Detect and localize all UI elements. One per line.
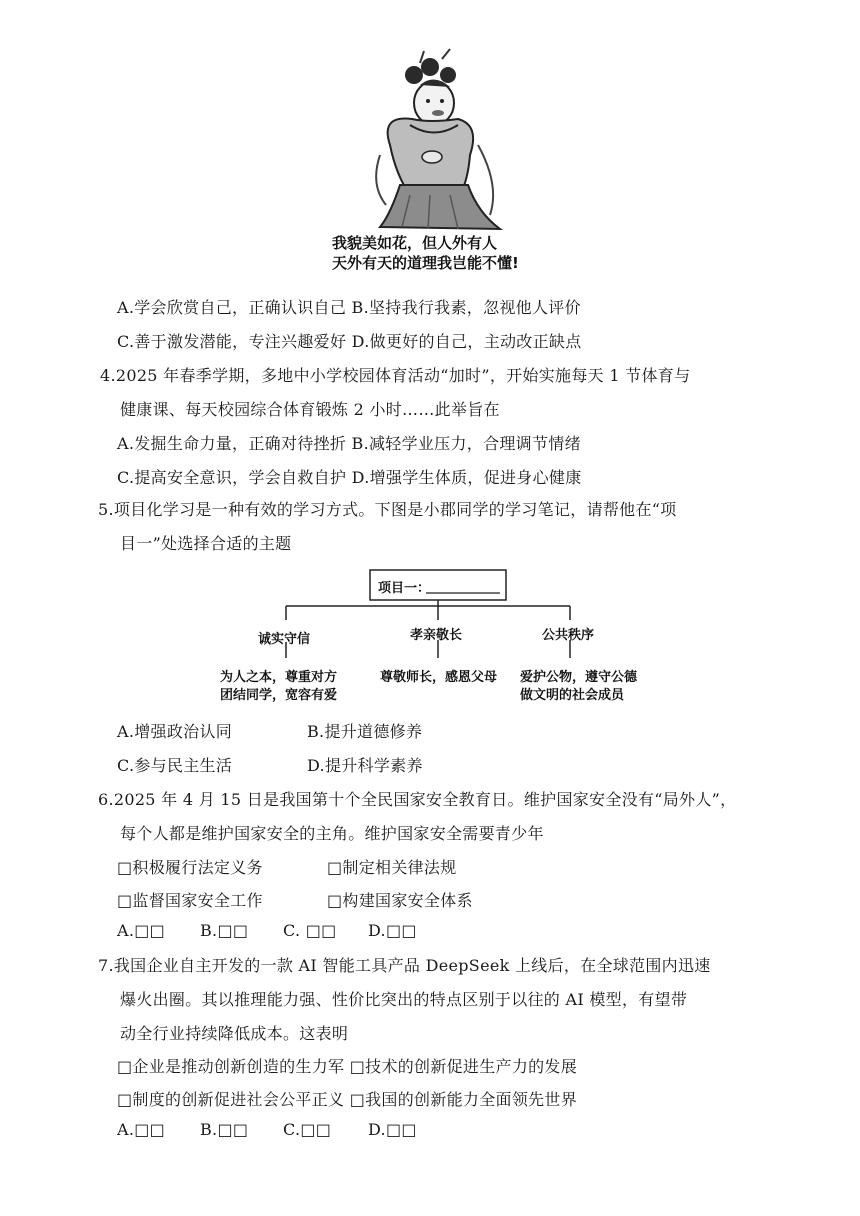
q7-items-line1: □企业是推动创新创造的生力军 □技术的创新促进生产力的发展 (117, 1057, 578, 1076)
q5-stem-line2: 目一”处选择合适的主题 (120, 534, 292, 553)
q7-option-c: C.□□ (283, 1120, 332, 1139)
q4-stem-line2: 健康课、每天校园综合体育锻炼 2 小时……此举旨在 (120, 400, 500, 419)
q5-option-a: A.增强政治认同 (117, 722, 233, 741)
diagram-branch-1-title: 诚实守信 (258, 632, 311, 647)
q6-stem-line1: 6.2025 年 4 月 15 日是我国第十个全民国家安全教育日。维护国家安全没有“局外人”， (98, 790, 737, 809)
q6-item-4: □构建国家安全体系 (327, 891, 473, 910)
q6-option-a: A.□□ (117, 921, 166, 940)
q6-option-b: B.□□ (200, 921, 249, 940)
q6-stem-line2: 每个人都是维护国家安全的主角。维护国家安全需要青少年 (120, 824, 544, 843)
diagram-branch-2-detail1: 尊敬师长，感恩父母 (380, 670, 498, 685)
diagram-branch-3-title: 公共秩序 (542, 628, 595, 643)
diagram-branch-3-detail2: 做文明的社会成员 (520, 688, 625, 703)
cartoon-illustration (350, 45, 510, 235)
q6-option-d: D.□□ (368, 921, 417, 940)
q7-stem-line3: 动全行业持续降低成本。这表明 (120, 1024, 349, 1043)
diagram-branch-1-detail2: 团结同学，宽容有爱 (220, 688, 338, 703)
q4-options-line1: A.发掘生命力量，正确对待挫折 B.减轻学业压力，合理调节情绪 (117, 434, 581, 453)
q7-stem-line1: 7.我国企业自主开发的一款 AI 智能工具产品 DeepSeek 上线后，在全球范围内迅速 (98, 956, 711, 975)
q3-options-line1: A.学会欣赏自己，正确认识自己 B.坚持我行我素，忽视他人评价 (117, 298, 581, 317)
q5-option-b: B.提升道德修养 (307, 722, 423, 741)
q7-option-a: A.□□ (117, 1120, 166, 1139)
cartoon-caption-line1: 我貌美如花，但人外有人 (332, 234, 498, 252)
q4-stem-line1: 4.2025 年春季学期，多地中小学校园体育活动“加时”，开始实施每天 1 节体育与 (100, 366, 691, 385)
diagram-root-label: 项目一： (378, 581, 431, 596)
q6-item-2: □制定相关律法规 (327, 858, 457, 877)
q7-items-line2: □制度的创新促进社会公平正义 □我国的创新能力全面领先世界 (117, 1090, 578, 1109)
diagram-branch-2-title: 孝亲敬长 (410, 628, 463, 643)
q4-options-line2: C.提高安全意识，学会自救自护 D.增强学生体质，促进身心健康 (117, 468, 582, 487)
cartoon-caption-line2: 天外有天的道理我岂能不懂! (332, 254, 519, 272)
q6-option-c: C. □□ (283, 921, 337, 940)
diagram-branch-3-detail1: 爱护公物，遵守公德 (520, 670, 638, 685)
q5-option-d: D.提升科学素养 (307, 756, 423, 775)
q5-option-c: C.参与民主生活 (117, 756, 233, 775)
q6-item-1: □积极履行法定义务 (117, 858, 263, 877)
diagram-branch-1-detail1: 为人之本，尊重对方 (220, 670, 338, 685)
q3-options-line2: C.善于激发潜能，专注兴趣爱好 D.做更好的自己，主动改正缺点 (117, 332, 582, 351)
q6-item-3: □监督国家安全工作 (117, 891, 263, 910)
q7-stem-line2: 爆火出圈。其以推理能力强、性价比突出的特点区别于以往的 AI 模型，有望带 (120, 990, 688, 1009)
project-diagram (200, 560, 680, 710)
q5-stem-line1: 5.项目化学习是一种有效的学习方式。下图是小郡同学的学习笔记，请帮他在“项 (98, 500, 677, 519)
q7-option-b: B.□□ (200, 1120, 249, 1139)
q7-option-d: D.□□ (368, 1120, 417, 1139)
